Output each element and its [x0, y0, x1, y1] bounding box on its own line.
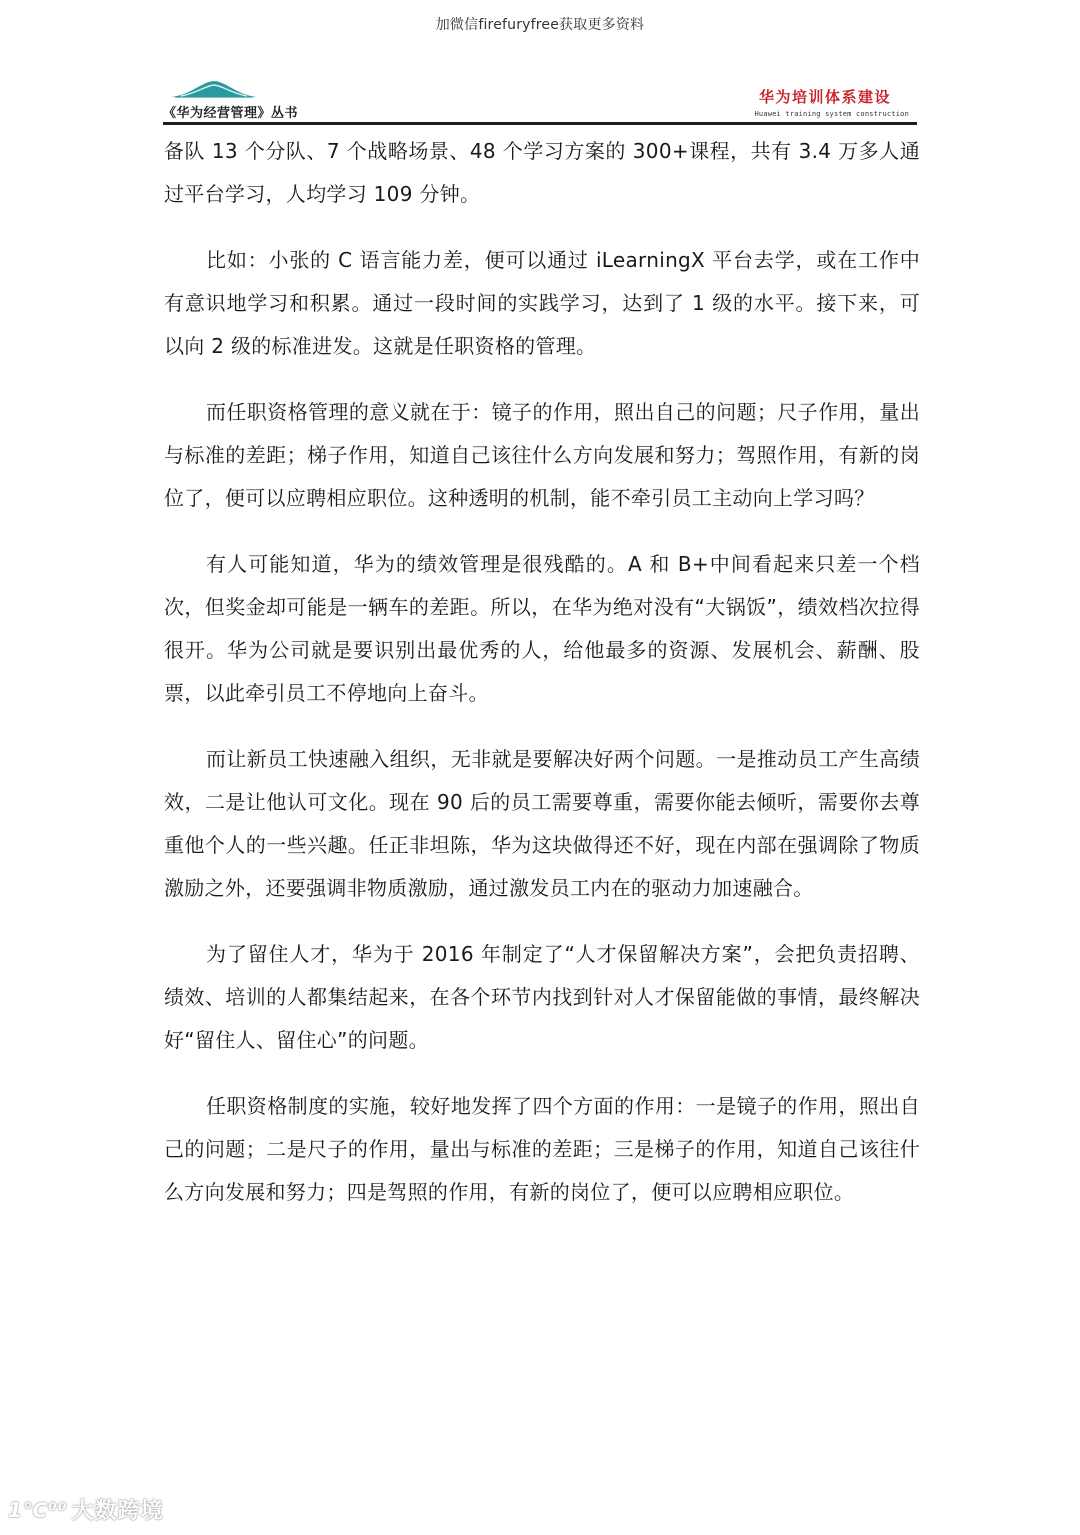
paragraph-2: 比如：小张的 C 语言能力差，便可以通过 iLearningX 平台去学，或在工作中有意识地学习和积累。通过一段时间的实践学习，达到了 1 级的水平。接下来，可以向 2 级的标准进发。这就是任职资格的管理。: [164, 248, 920, 358]
watermark-text: 大数跨境: [71, 1499, 164, 1524]
bottom-watermark: [8, 1494, 164, 1525]
top-watermark: 加微信firefuryfree获取更多资料: [435, 17, 645, 33]
paragraph-3: 而任职资格管理的意义就在于：镜子的作用，照出自己的问题；尺子作用，量出与标准的差距；梯子作用，知道自己该往什么方向发展和努力；驾照作用，有新的岗位了，便可以应聘相应职位。这种透明的机制，能不牵引员工主动向上学习吗？: [164, 400, 920, 510]
brand-title-cn: 华为培训体系建设: [758, 88, 891, 106]
paragraph-4: 有人可能知道，华为的绩效管理是很残酷的。A 和 B+中间看起来只差一个档次，但奖金却可能是一辆车的差距。所以，在华为绝对没有“大锅饭”，绩效档次拉得很开。华为公司就是要识别出最优秀的人，给他最多的资源、发展机会、薪酬、股票，以此牵引员工不停地向上奋斗。: [164, 552, 920, 705]
watermark-logo-icon: 1℃⁰⁰: [8, 1497, 68, 1522]
paragraph-1: 备队 13 个分队、7 个战略场景、48 个学习方案的 300+课程，共有 3.4 万多人通过平台学习，人均学习 109 分钟。: [164, 139, 920, 206]
page-header: [163, 78, 917, 124]
brand-title-en: Huawei training system construction: [754, 110, 909, 118]
header-divider: [163, 122, 917, 125]
mountain-logo-icon: [171, 78, 257, 98]
paragraph-7: 任职资格制度的实施，较好地发挥了四个方面的作用：一是镜子的作用，照出自己的问题；二是尺子的作用，量出与标准的差距；三是梯子的作用，知道自己该往什么方向发展和努力；四是驾照的作用，有新的岗位了，便可以应聘相应职位。: [164, 1094, 920, 1204]
paragraph-6: 为了留住人才，华为于 2016 年制定了“人才保留解决方案”，会把负责招聘、绩效、培训的人都集结起来，在各个环节内找到针对人才保留能做的事情，最终解决好“留住人、留住心”的问题。: [164, 942, 920, 1052]
series-title: 《华为经营管理》丛书: [163, 106, 299, 121]
document-body: [164, 130, 920, 1237]
paragraph-5: 而让新员工快速融入组织，无非就是要解决好两个问题。一是推动员工产生高绩效，二是让他认可文化。现在 90 后的员工需要尊重，需要你能去倾听，需要你去尊重他个人的一些兴趣。任正非坦陈，华为这块做得还不好，现在内部在强调除了物质激励之外，还要强调非物质激励，通过激发员工内在的驱动力加速融合。: [164, 747, 920, 900]
